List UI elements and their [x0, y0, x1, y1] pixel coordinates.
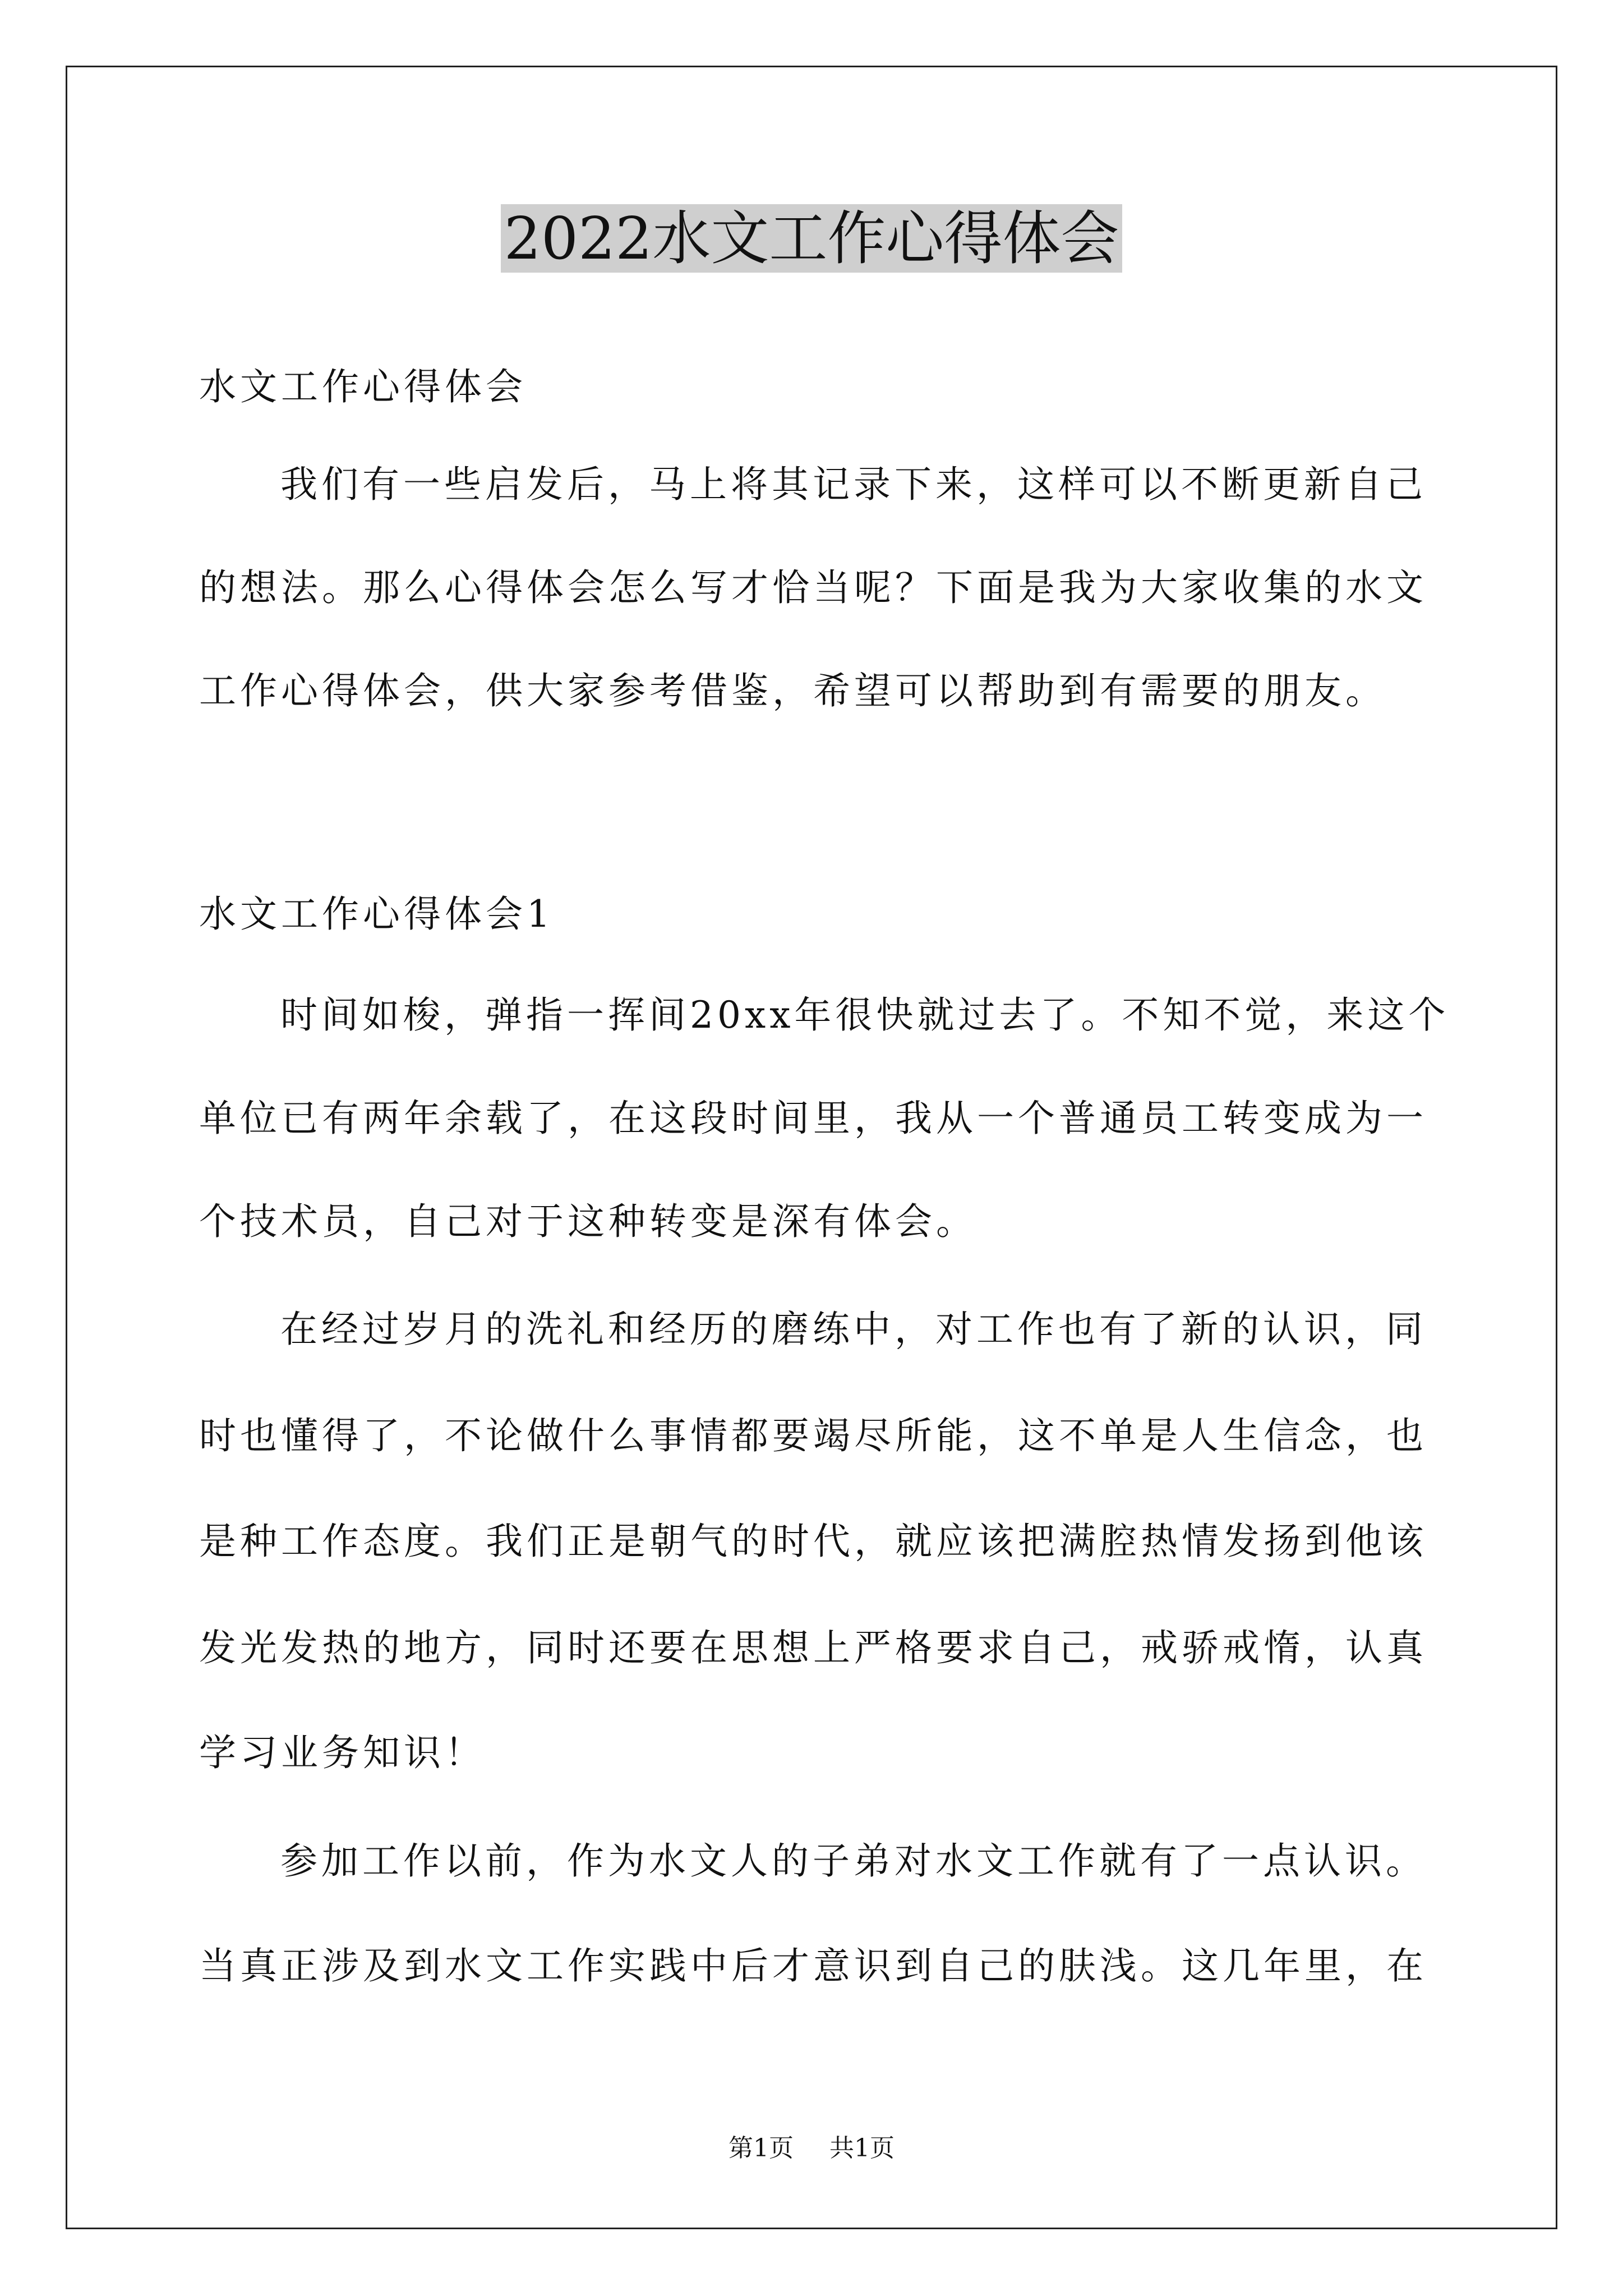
page-total: 共1页: [829, 2134, 895, 2162]
paragraph-line: 单位已有两年余载了，在这段时间里，我从一个普通员工转变成为一: [199, 1097, 1427, 1140]
paragraph-line: 工作心得体会，供大家参考借鉴，希望可以帮助到有需要的朋友。: [199, 669, 1386, 712]
paragraph-line: 是种工作态度。我们正是朝气的时代，就应该把满腔热情发扬到他该: [199, 1520, 1427, 1563]
paragraph-line: 的想法。那么心得体会怎么写才恰当呢？下面是我为大家收集的水文: [199, 566, 1427, 609]
paragraph-line: 时间如梭，弹指一挥间20xx年很快就过去了。不知不觉，来这个: [280, 993, 1450, 1037]
paragraph-line: 当真正涉及到水文工作实践中后才意识到自己的肤浅。这几年里，在: [199, 1944, 1427, 1987]
document-title-text: 2022水文工作心得体会: [501, 204, 1123, 273]
paragraph-line: 时也懂得了，不论做什么事情都要竭尽所能，这不单是人生信念，也: [199, 1414, 1427, 1457]
page-footer: [0, 2132, 1623, 2165]
paragraph-line: 参加工作以前，作为水文人的子弟对水文工作就有了一点认识。: [280, 1839, 1427, 1883]
page-number: 第1页: [728, 2134, 794, 2162]
paragraph-line: 我们有一些启发后，马上将其记录下来，这样可以不断更新自己: [280, 463, 1427, 506]
paragraph-line: 在经过岁月的洗礼和经历的磨练中，对工作也有了新的认识，同: [280, 1308, 1427, 1351]
section-heading: 水文工作心得体会: [199, 365, 527, 408]
paragraph-line: 发光发热的地方，同时还要在思想上严格要求自己，戒骄戒惰，认真: [199, 1626, 1427, 1669]
paragraph-line: 个技术员，自己对于这种转变是深有体会。: [199, 1200, 977, 1243]
document-title: [0, 199, 1623, 278]
paragraph-line: 学习业务知识！: [199, 1731, 486, 1774]
section-heading: 水文工作心得体会1: [199, 892, 554, 936]
